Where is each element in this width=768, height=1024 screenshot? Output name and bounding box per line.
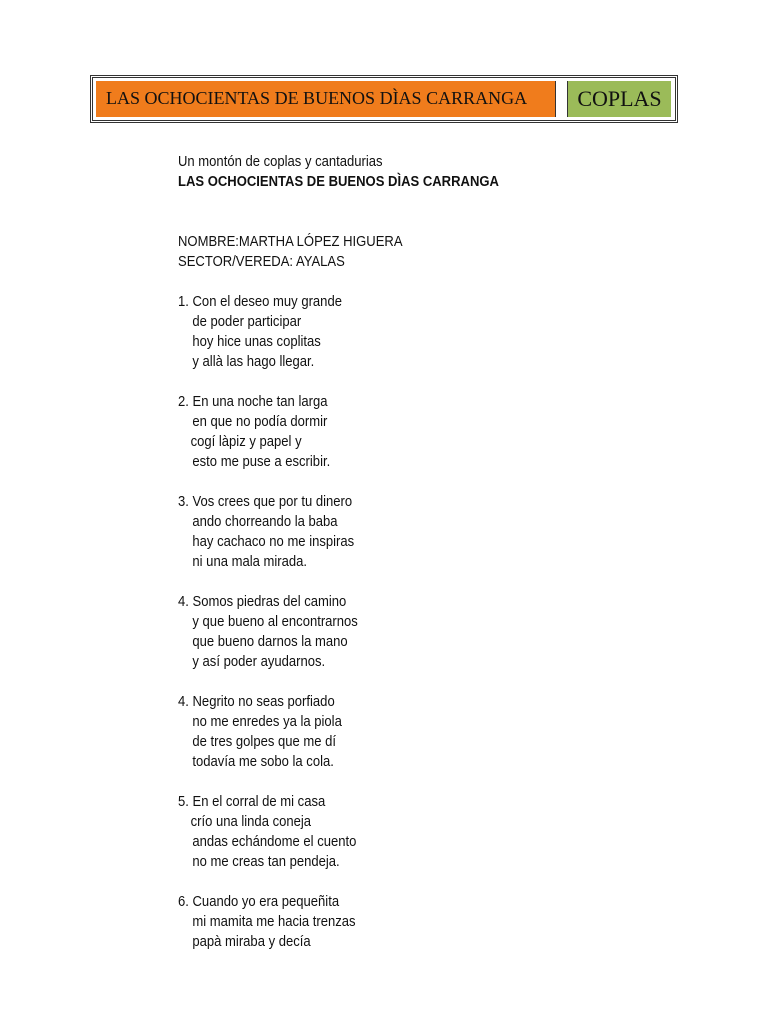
stanza-line: cogí làpiz y papel y: [190, 434, 302, 450]
stanza-line: andas echándome el cuento: [192, 834, 357, 850]
stanza-2: [178, 392, 646, 472]
stanza-line: todavía me sobo la cola.: [192, 754, 334, 770]
spacer: [178, 192, 646, 212]
spacer: [178, 572, 646, 592]
author-sector: SECTOR/VEREDA: AYALAS: [178, 254, 345, 270]
stanza-line: y allà las hago llegar.: [192, 354, 315, 370]
stanza-line: de poder participar: [192, 314, 302, 330]
header-title: LAS OCHOCIENTAS DE BUENOS DÌAS CARRANGA: [96, 81, 556, 117]
stanza-line: mi mamita me hacia trenzas: [192, 914, 356, 930]
stanza-line: ni una mala mirada.: [192, 554, 308, 570]
stanza-line: en que no podía dormir: [192, 414, 328, 430]
stanza-line: de tres golpes que me dí: [192, 734, 337, 750]
subtitle: Un montón de coplas y cantadurias: [178, 154, 383, 170]
spacer: [178, 472, 646, 492]
spacer: [178, 872, 646, 892]
stanza-line: 5. En el corral de mi casa: [178, 794, 326, 810]
stanza-5: [178, 692, 646, 772]
stanza-line: 1. Con el deseo muy grande: [178, 294, 342, 310]
stanza-line: hoy hice unas coplitas: [192, 334, 321, 350]
author-name: NOMBRE:MARTHA LÓPEZ HIGUERA: [178, 234, 403, 250]
stanza-line: esto me puse a escribir.: [192, 454, 331, 470]
stanza-line: ando chorreando la baba: [192, 514, 338, 530]
stanza-line: que bueno darnos la mano: [192, 634, 348, 650]
spacer: [178, 672, 646, 692]
spacer: [178, 272, 646, 292]
stanza-line: 4. Negrito no seas porfiado: [178, 694, 335, 710]
stanza-line: 4. Somos piedras del camino: [178, 594, 347, 610]
spacer: [178, 772, 646, 792]
stanza-line: hay cachaco no me inspiras: [192, 534, 355, 550]
stanza-7: [178, 892, 646, 952]
stanza-6: [178, 792, 646, 872]
spacer: [178, 372, 646, 392]
stanza-line: no me creas tan pendeja.: [192, 854, 340, 870]
stanza-1: [178, 292, 646, 372]
stanza-line: 2. En una noche tan larga: [178, 394, 328, 410]
stanza-line: 3. Vos crees que por tu dinero: [178, 494, 353, 510]
stanza-line: 6. Cuando yo era pequeñita: [178, 894, 340, 910]
document-title: LAS OCHOCIENTAS DE BUENOS DÌAS CARRANGA: [178, 174, 499, 190]
stanza-line: y así poder ayudarnos.: [192, 654, 326, 670]
stanza-line: crío una linda coneja: [190, 814, 312, 830]
stanza-4: [178, 592, 646, 672]
header-box: [92, 77, 676, 121]
stanza-3: [178, 492, 646, 572]
stanza-line: no me enredes ya la piola: [192, 714, 342, 730]
stanza-line: y que bueno al encontrarnos: [192, 614, 358, 630]
stanza-line: papà miraba y decía: [192, 934, 311, 950]
spacer: [178, 212, 646, 232]
header-tag: COPLAS: [567, 81, 671, 117]
document-body: [178, 152, 646, 952]
